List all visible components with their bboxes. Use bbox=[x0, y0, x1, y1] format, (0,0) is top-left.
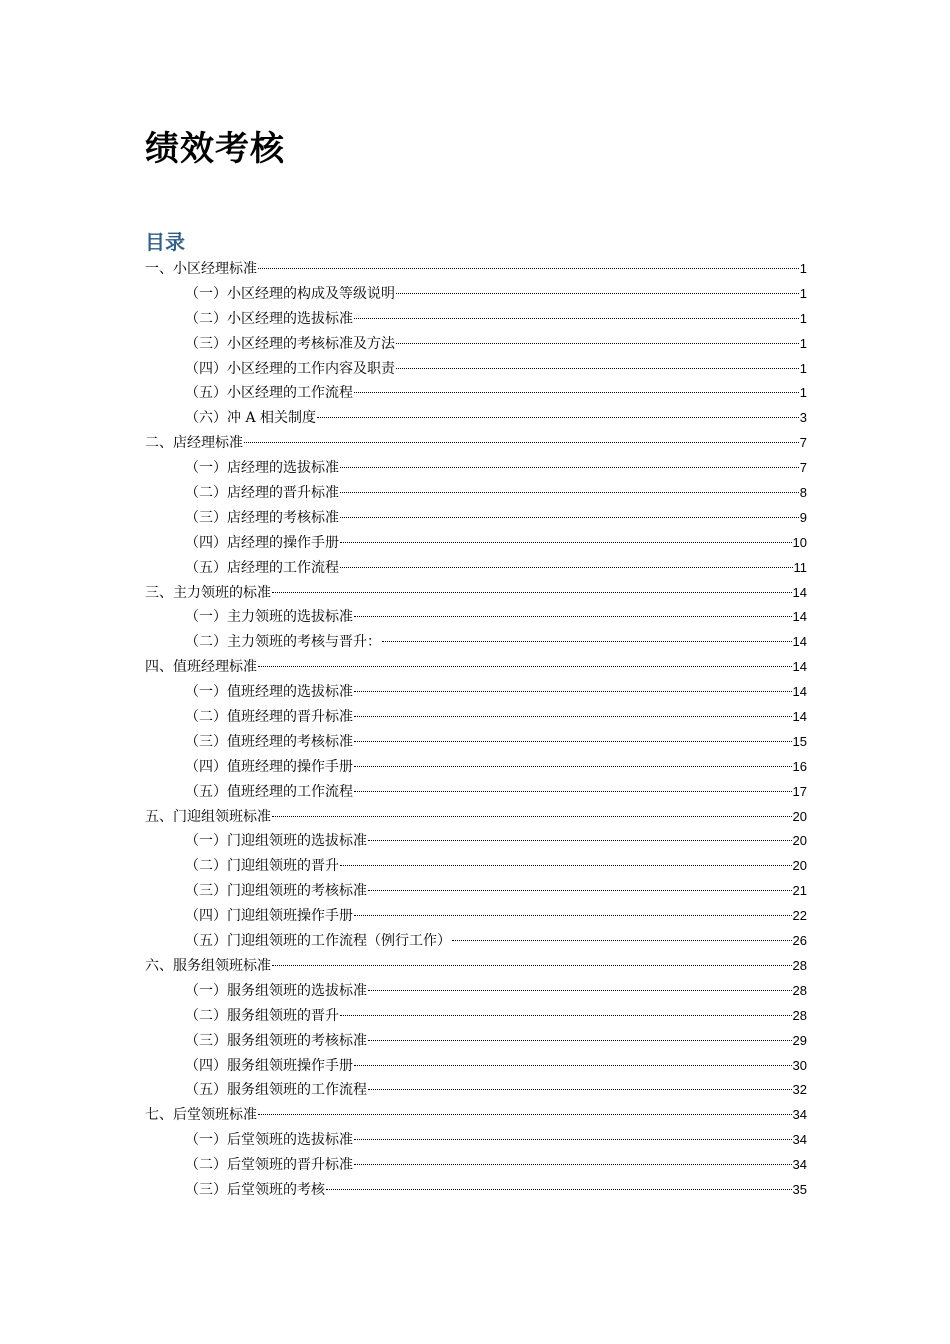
toc-page-number: 14 bbox=[792, 609, 807, 625]
toc-entry-title: （五）服务组领班的工作流程 bbox=[185, 1082, 367, 1099]
toc-dot-leader bbox=[354, 1164, 792, 1165]
toc-page-number: 10 bbox=[792, 534, 807, 550]
toc-entry-title: （三）服务组领班的考核标准 bbox=[185, 1032, 367, 1049]
toc-dot-leader bbox=[258, 666, 792, 667]
toc-page-number: 15 bbox=[792, 733, 807, 749]
toc-subsection-entry[interactable] bbox=[145, 1078, 807, 1103]
toc-entry-title: （三）后堂领班的考核 bbox=[185, 1181, 325, 1198]
toc-entry-title: （二）店经理的晋升标准 bbox=[185, 485, 339, 502]
toc-page-number: 1 bbox=[799, 310, 807, 326]
page-title: 绩效考核 bbox=[145, 129, 285, 169]
toc-dot-leader bbox=[272, 965, 792, 966]
toc-subsection-entry[interactable] bbox=[145, 1128, 807, 1153]
toc-dot-leader bbox=[272, 592, 792, 593]
toc-dot-leader bbox=[354, 741, 792, 742]
toc-subsection-entry[interactable] bbox=[145, 829, 807, 854]
toc-entry-title: （二）小区经理的选拔标准 bbox=[185, 310, 353, 327]
toc-page-number: 20 bbox=[792, 833, 807, 849]
toc-page-number: 7 bbox=[799, 460, 807, 476]
toc-page-number: 28 bbox=[792, 957, 807, 973]
toc-entry-title: 三、主力领班的标准 bbox=[145, 584, 271, 601]
toc-dot-leader bbox=[340, 567, 793, 568]
toc-section-entry[interactable] bbox=[145, 431, 807, 456]
toc-entry-title: （一）后堂领班的选拔标准 bbox=[185, 1132, 353, 1149]
toc-subsection-entry[interactable] bbox=[145, 1178, 807, 1203]
toc-page-number: 3 bbox=[799, 410, 807, 426]
toc-subsection-entry[interactable] bbox=[145, 481, 807, 506]
toc-page-number: 29 bbox=[792, 1032, 807, 1048]
toc-entry-title: （三）门迎组领班的考核标准 bbox=[185, 883, 367, 900]
toc-entry-title: 六、服务组领班标准 bbox=[145, 957, 271, 974]
toc-page-number: 16 bbox=[792, 758, 807, 774]
toc-page-number: 34 bbox=[792, 1132, 807, 1148]
toc-subsection-entry[interactable] bbox=[145, 929, 807, 954]
toc-dot-leader bbox=[368, 890, 792, 891]
toc-entry-title: （五）小区经理的工作流程 bbox=[185, 385, 353, 402]
toc-page-number: 35 bbox=[792, 1181, 807, 1197]
toc-page-number: 1 bbox=[799, 261, 807, 276]
table-of-contents bbox=[145, 257, 807, 1203]
toc-subsection-entry[interactable] bbox=[145, 780, 807, 805]
toc-section-entry[interactable] bbox=[145, 954, 807, 979]
toc-entry-title: 一、小区经理标准 bbox=[145, 261, 257, 277]
toc-dot-leader bbox=[354, 1139, 792, 1140]
toc-dot-leader bbox=[354, 1065, 792, 1066]
toc-subsection-entry[interactable] bbox=[145, 730, 807, 755]
toc-entry-title: （四）店经理的操作手册 bbox=[185, 534, 339, 551]
toc-entry-title: （一）店经理的选拔标准 bbox=[185, 460, 339, 477]
toc-subsection-entry[interactable] bbox=[145, 705, 807, 730]
toc-section-entry[interactable] bbox=[145, 581, 807, 606]
toc-subsection-entry[interactable] bbox=[145, 357, 807, 382]
toc-entry-title: （二）值班经理的晋升标准 bbox=[185, 709, 353, 726]
toc-subsection-entry[interactable] bbox=[145, 979, 807, 1004]
toc-dot-leader bbox=[452, 940, 792, 941]
toc-entry-title: （二）服务组领班的晋升 bbox=[185, 1007, 339, 1024]
toc-page-number: 11 bbox=[793, 559, 807, 575]
toc-entry-title: 五、门迎组领班标准 bbox=[145, 808, 271, 825]
toc-section-entry[interactable] bbox=[145, 1103, 807, 1128]
toc-dot-leader bbox=[354, 691, 792, 692]
toc-subsection-entry[interactable] bbox=[145, 1054, 807, 1079]
toc-subsection-entry[interactable] bbox=[145, 556, 807, 581]
toc-dot-leader bbox=[396, 293, 799, 294]
toc-page-number: 8 bbox=[799, 485, 807, 501]
toc-dot-leader bbox=[272, 816, 792, 817]
toc-subsection-entry[interactable] bbox=[145, 282, 807, 307]
toc-page-number: 34 bbox=[792, 1157, 807, 1173]
toc-subsection-entry[interactable] bbox=[145, 531, 807, 556]
toc-page-number: 1 bbox=[799, 285, 807, 301]
toc-dot-leader bbox=[340, 492, 799, 493]
toc-entry-title: 七、后堂领班标准 bbox=[145, 1107, 257, 1124]
toc-entry-title: （五）门迎组领班的工作流程（例行工作） bbox=[185, 933, 451, 950]
toc-subsection-entry[interactable] bbox=[145, 879, 807, 904]
toc-page-number: 14 bbox=[792, 634, 807, 650]
toc-page-number: 7 bbox=[799, 435, 807, 451]
toc-subsection-entry[interactable] bbox=[145, 1004, 807, 1029]
toc-dot-leader bbox=[354, 915, 792, 916]
toc-page-number: 17 bbox=[792, 783, 807, 799]
toc-page-number: 28 bbox=[792, 1007, 807, 1023]
toc-subsection-entry[interactable] bbox=[145, 332, 807, 357]
toc-page-number: 20 bbox=[792, 808, 807, 824]
toc-dot-leader bbox=[340, 467, 799, 468]
toc-entry-title: （一）小区经理的构成及等级说明 bbox=[185, 285, 395, 302]
toc-entry-title: （二）主力领班的考核与晋升： bbox=[185, 634, 381, 651]
toc-page-number: 1 bbox=[799, 335, 807, 351]
toc-entry-title: 二、店经理标准 bbox=[145, 435, 243, 452]
toc-entry-title: （三）值班经理的考核标准 bbox=[185, 733, 353, 750]
toc-subsection-entry[interactable] bbox=[145, 854, 807, 879]
toc-subsection-entry[interactable] bbox=[145, 904, 807, 929]
toc-page-number: 28 bbox=[792, 982, 807, 998]
toc-entry-title: （四）小区经理的工作内容及职责 bbox=[185, 360, 395, 377]
toc-dot-leader bbox=[354, 791, 792, 792]
toc-dot-leader bbox=[396, 343, 799, 344]
toc-subsection-entry[interactable] bbox=[145, 605, 807, 630]
toc-subsection-entry[interactable] bbox=[145, 1029, 807, 1054]
toc-dot-leader bbox=[368, 1089, 792, 1090]
toc-dot-leader bbox=[340, 517, 799, 518]
toc-dot-leader bbox=[354, 766, 792, 767]
toc-dot-leader bbox=[382, 641, 792, 642]
toc-entry-title: （二）门迎组领班的晋升 bbox=[185, 858, 339, 875]
toc-entry-title: （四）服务组领班操作手册 bbox=[185, 1057, 353, 1074]
toc-page-number: 14 bbox=[792, 684, 807, 700]
toc-dot-leader bbox=[354, 716, 792, 717]
toc-page-number: 20 bbox=[792, 858, 807, 874]
toc-dot-leader bbox=[340, 865, 792, 866]
toc-dot-leader bbox=[258, 1114, 792, 1115]
toc-subsection-entry[interactable] bbox=[145, 307, 807, 332]
toc-entry-title: （六）冲 A 相关制度 bbox=[185, 410, 317, 427]
toc-dot-leader bbox=[258, 268, 799, 269]
toc-dot-leader bbox=[368, 1040, 792, 1041]
toc-entry-title: （一）值班经理的选拔标准 bbox=[185, 684, 353, 701]
toc-subsection-entry[interactable] bbox=[145, 406, 807, 431]
toc-page-number: 22 bbox=[792, 908, 807, 924]
toc-heading: 目录 bbox=[145, 230, 185, 254]
toc-page-number: 32 bbox=[792, 1082, 807, 1098]
toc-entry-title: （一）门迎组领班的选拔标准 bbox=[185, 833, 367, 850]
toc-dot-leader bbox=[317, 417, 799, 418]
toc-subsection-entry[interactable] bbox=[145, 506, 807, 531]
toc-page-number: 14 bbox=[792, 584, 807, 600]
toc-entry-title: （五）值班经理的工作流程 bbox=[185, 783, 353, 800]
toc-dot-leader bbox=[354, 392, 799, 393]
toc-entry-title: （一）主力领班的选拔标准 bbox=[185, 609, 353, 626]
toc-page-number: 9 bbox=[799, 509, 807, 525]
toc-page-number: 14 bbox=[792, 709, 807, 725]
toc-subsection-entry[interactable] bbox=[145, 1153, 807, 1178]
toc-entry-title: （五）店经理的工作流程 bbox=[185, 559, 339, 576]
toc-page-number: 21 bbox=[792, 883, 807, 899]
toc-page-number: 26 bbox=[792, 933, 807, 949]
toc-dot-leader bbox=[354, 318, 799, 319]
toc-entry-title: （三）店经理的考核标准 bbox=[185, 509, 339, 526]
toc-subsection-entry[interactable] bbox=[145, 456, 807, 481]
toc-dot-leader bbox=[244, 442, 799, 443]
toc-page-number: 30 bbox=[792, 1057, 807, 1073]
toc-entry-title: （一）服务组领班的选拔标准 bbox=[185, 982, 367, 999]
toc-subsection-entry[interactable] bbox=[145, 755, 807, 780]
toc-entry-title: （四）值班经理的操作手册 bbox=[185, 758, 353, 775]
toc-dot-leader bbox=[326, 1189, 792, 1190]
toc-dot-leader bbox=[340, 542, 792, 543]
toc-page-number: 1 bbox=[799, 360, 807, 376]
toc-section-entry[interactable] bbox=[145, 257, 807, 282]
toc-page-number: 1 bbox=[799, 385, 807, 401]
toc-entry-title: （二）后堂领班的晋升标准 bbox=[185, 1157, 353, 1174]
toc-dot-leader bbox=[368, 840, 792, 841]
toc-dot-leader bbox=[340, 1015, 792, 1016]
toc-section-entry[interactable] bbox=[145, 655, 807, 680]
toc-dot-leader bbox=[368, 990, 792, 991]
toc-dot-leader bbox=[354, 616, 792, 617]
toc-subsection-entry[interactable] bbox=[145, 630, 807, 655]
toc-entry-title: （四）门迎组领班操作手册 bbox=[185, 908, 353, 925]
toc-section-entry[interactable] bbox=[145, 805, 807, 830]
toc-entry-title: （三）小区经理的考核标准及方法 bbox=[185, 335, 395, 352]
toc-entry-title: 四、值班经理标准 bbox=[145, 659, 257, 676]
toc-dot-leader bbox=[396, 368, 799, 369]
toc-subsection-entry[interactable] bbox=[145, 381, 807, 406]
toc-page-number: 34 bbox=[792, 1107, 807, 1123]
toc-subsection-entry[interactable] bbox=[145, 680, 807, 705]
toc-page-number: 14 bbox=[792, 659, 807, 675]
